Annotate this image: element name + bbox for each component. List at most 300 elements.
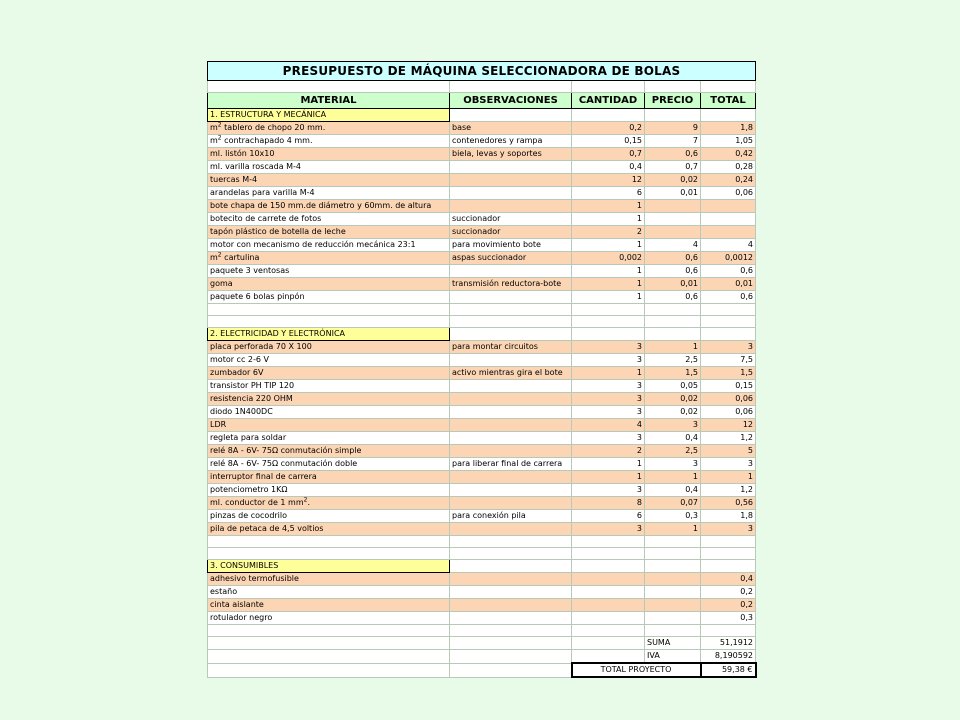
total-cell[interactable]: 3 bbox=[701, 341, 756, 354]
observaciones-cell[interactable] bbox=[450, 291, 572, 304]
table-row bbox=[208, 265, 756, 278]
material-cell[interactable] bbox=[208, 148, 450, 161]
material-cell[interactable] bbox=[208, 484, 450, 497]
empty-cell[interactable] bbox=[450, 109, 572, 122]
empty-cell[interactable] bbox=[645, 304, 701, 316]
observaciones-cell[interactable]: para conexión pila bbox=[450, 510, 572, 523]
budget-table-body bbox=[208, 62, 756, 678]
header-row bbox=[208, 93, 756, 109]
material-name: cinta aislante bbox=[210, 600, 264, 609]
table-row bbox=[208, 174, 756, 187]
empty-cell[interactable] bbox=[572, 328, 645, 341]
material-cell[interactable] bbox=[208, 252, 450, 265]
header-total[interactable]: TOTAL bbox=[701, 93, 756, 109]
table-row bbox=[208, 393, 756, 406]
material-name: interruptor final de carrera bbox=[210, 472, 317, 481]
cantidad-cell[interactable]: 0,002 bbox=[572, 252, 645, 265]
precio-cell[interactable] bbox=[645, 612, 701, 625]
cantidad-cell[interactable]: 0,2 bbox=[572, 122, 645, 135]
material-cell[interactable] bbox=[208, 445, 450, 458]
total-cell[interactable]: 1,8 bbox=[701, 510, 756, 523]
total-cell[interactable]: 0,06 bbox=[701, 393, 756, 406]
cell[interactable] bbox=[208, 81, 450, 93]
precio-cell[interactable]: 1 bbox=[645, 471, 701, 484]
empty-cell[interactable] bbox=[701, 328, 756, 341]
empty-cell[interactable] bbox=[208, 536, 450, 548]
empty-cell[interactable] bbox=[572, 548, 645, 560]
cantidad-cell[interactable]: 3 bbox=[572, 432, 645, 445]
blank-row bbox=[208, 536, 756, 548]
empty-cell[interactable] bbox=[208, 548, 450, 560]
section-heading[interactable] bbox=[208, 560, 450, 573]
material-cell[interactable] bbox=[208, 367, 450, 380]
empty-cell[interactable] bbox=[701, 560, 756, 573]
empty-cell[interactable] bbox=[645, 316, 701, 328]
material-cell[interactable] bbox=[208, 599, 450, 612]
precio-cell[interactable]: 0,02 bbox=[645, 406, 701, 419]
precio-cell[interactable]: 0,01 bbox=[645, 187, 701, 200]
cantidad-cell[interactable]: 4 bbox=[572, 419, 645, 432]
table-row bbox=[208, 367, 756, 380]
material-name: bote chapa de 150 mm.de diámetro y 60mm. de altura bbox=[210, 201, 432, 210]
material-cell[interactable] bbox=[208, 291, 450, 304]
empty-cell[interactable] bbox=[450, 625, 572, 637]
cantidad-cell[interactable]: 2 bbox=[572, 445, 645, 458]
material-cell[interactable] bbox=[208, 432, 450, 445]
total-cell[interactable]: 0,4 bbox=[701, 573, 756, 586]
material-name: regleta para soldar bbox=[210, 433, 287, 442]
table-row bbox=[208, 445, 756, 458]
precio-cell[interactable]: 0,01 bbox=[645, 278, 701, 291]
total-row bbox=[208, 663, 756, 677]
unit-label: m bbox=[210, 253, 218, 262]
table-row bbox=[208, 341, 756, 354]
material-name: zumbador 6V bbox=[210, 368, 264, 377]
material-cell[interactable] bbox=[208, 406, 450, 419]
material-name: tuercas M-4 bbox=[210, 175, 258, 184]
precio-cell[interactable]: 4 bbox=[645, 239, 701, 252]
observaciones-cell[interactable] bbox=[450, 523, 572, 536]
cantidad-cell[interactable]: 6 bbox=[572, 187, 645, 200]
empty-cell[interactable] bbox=[208, 650, 450, 664]
observaciones-cell[interactable]: para liberar final de carrera bbox=[450, 458, 572, 471]
material-cell[interactable] bbox=[208, 122, 450, 135]
observaciones-cell[interactable] bbox=[450, 393, 572, 406]
section-heading[interactable] bbox=[208, 109, 450, 122]
material-cell[interactable] bbox=[208, 419, 450, 432]
empty-cell[interactable] bbox=[208, 316, 450, 328]
observaciones-cell[interactable] bbox=[450, 497, 572, 510]
table-row bbox=[208, 419, 756, 432]
empty-cell[interactable] bbox=[450, 548, 572, 560]
total-cell[interactable]: 3 bbox=[701, 523, 756, 536]
observaciones-cell[interactable] bbox=[450, 586, 572, 599]
cantidad-cell[interactable]: 12 bbox=[572, 174, 645, 187]
empty-cell[interactable] bbox=[450, 328, 572, 341]
material-cell[interactable] bbox=[208, 200, 450, 213]
observaciones-cell[interactable]: biela, levas y soportes bbox=[450, 148, 572, 161]
empty-cell[interactable] bbox=[572, 625, 645, 637]
cantidad-cell[interactable]: 3 bbox=[572, 354, 645, 367]
material-name: tapón plástico de botella de leche bbox=[210, 227, 346, 236]
cantidad-cell[interactable]: 1 bbox=[572, 239, 645, 252]
blank-row bbox=[208, 548, 756, 560]
observaciones-cell[interactable] bbox=[450, 419, 572, 432]
total-cell[interactable]: 12 bbox=[701, 419, 756, 432]
precio-cell[interactable]: 0,7 bbox=[645, 161, 701, 174]
material-cell[interactable] bbox=[208, 226, 450, 239]
table-row bbox=[208, 148, 756, 161]
total-cell[interactable]: 1 bbox=[701, 471, 756, 484]
material-cell[interactable] bbox=[208, 341, 450, 354]
precio-cell[interactable] bbox=[645, 573, 701, 586]
observaciones-cell[interactable]: para movimiento bote bbox=[450, 239, 572, 252]
empty-cell[interactable] bbox=[645, 560, 701, 573]
material-name: motor cc 2-6 V bbox=[210, 355, 269, 364]
cantidad-cell[interactable]: 3 bbox=[572, 341, 645, 354]
total-cell[interactable]: 0,06 bbox=[701, 406, 756, 419]
iva-value[interactable]: 8,190592 bbox=[701, 650, 756, 664]
material-cell[interactable] bbox=[208, 354, 450, 367]
precio-cell[interactable]: 0,3 bbox=[645, 510, 701, 523]
empty-cell[interactable] bbox=[572, 560, 645, 573]
total-cell[interactable]: 0,6 bbox=[701, 265, 756, 278]
material-cell[interactable] bbox=[208, 174, 450, 187]
total-cell[interactable]: 0,2 bbox=[701, 599, 756, 612]
unit-label: m bbox=[210, 136, 218, 145]
empty-cell[interactable] bbox=[450, 637, 572, 650]
cantidad-cell[interactable]: 3 bbox=[572, 406, 645, 419]
precio-cell[interactable]: 7 bbox=[645, 135, 701, 148]
precio-cell[interactable]: 3 bbox=[645, 419, 701, 432]
total-cell[interactable] bbox=[701, 226, 756, 239]
table-row bbox=[208, 523, 756, 536]
precio-cell[interactable]: 0,6 bbox=[645, 291, 701, 304]
summary-row bbox=[208, 650, 756, 664]
observaciones-cell[interactable]: succionador bbox=[450, 213, 572, 226]
material-name: arandelas para varilla M-4 bbox=[210, 188, 315, 197]
material-cell[interactable] bbox=[208, 458, 450, 471]
precio-cell[interactable]: 0,05 bbox=[645, 380, 701, 393]
cantidad-cell[interactable] bbox=[572, 573, 645, 586]
observaciones-cell[interactable]: transmisión reductora-bote bbox=[450, 278, 572, 291]
cantidad-cell[interactable]: 1 bbox=[572, 200, 645, 213]
precio-cell[interactable] bbox=[645, 586, 701, 599]
cell[interactable] bbox=[572, 81, 645, 93]
empty-cell[interactable] bbox=[701, 109, 756, 122]
cantidad-cell[interactable]: 3 bbox=[572, 380, 645, 393]
total-cell[interactable]: 1,2 bbox=[701, 484, 756, 497]
unit-label: m bbox=[210, 123, 218, 132]
total-cell[interactable]: 0,42 bbox=[701, 148, 756, 161]
observaciones-cell[interactable] bbox=[450, 471, 572, 484]
cantidad-cell[interactable]: 1 bbox=[572, 265, 645, 278]
empty-cell[interactable] bbox=[572, 316, 645, 328]
table-row bbox=[208, 458, 756, 471]
precio-cell[interactable]: 0,02 bbox=[645, 174, 701, 187]
material-cell[interactable] bbox=[208, 161, 450, 174]
empty-cell[interactable] bbox=[701, 548, 756, 560]
empty-cell[interactable] bbox=[572, 304, 645, 316]
empty-cell[interactable] bbox=[572, 650, 645, 664]
empty-cell[interactable] bbox=[208, 637, 450, 650]
observaciones-cell[interactable] bbox=[450, 265, 572, 278]
observaciones-cell[interactable]: activo mientras gira el bote bbox=[450, 367, 572, 380]
observaciones-cell[interactable]: succionador bbox=[450, 226, 572, 239]
header-cantidad[interactable]: CANTIDAD bbox=[572, 93, 645, 109]
material-cell[interactable] bbox=[208, 471, 450, 484]
empty-cell[interactable] bbox=[645, 328, 701, 341]
suma-label[interactable]: SUMA bbox=[645, 637, 701, 650]
empty-cell[interactable] bbox=[645, 109, 701, 122]
material-cell[interactable] bbox=[208, 523, 450, 536]
table-row bbox=[208, 122, 756, 135]
material-cell[interactable] bbox=[208, 497, 450, 510]
total-cell[interactable]: 1,5 bbox=[701, 367, 756, 380]
empty-cell[interactable] bbox=[450, 536, 572, 548]
material-cell[interactable] bbox=[208, 612, 450, 625]
material-name: ml. conductor de 1 mm bbox=[210, 498, 304, 507]
material-cell[interactable] bbox=[208, 265, 450, 278]
total-cell[interactable]: 0,01 bbox=[701, 278, 756, 291]
empty-cell[interactable] bbox=[450, 316, 572, 328]
observaciones-cell[interactable] bbox=[450, 599, 572, 612]
material-cell[interactable] bbox=[208, 135, 450, 148]
cantidad-cell[interactable]: 1 bbox=[572, 471, 645, 484]
empty-cell[interactable] bbox=[450, 304, 572, 316]
section-name: 2. ELECTRICIDAD Y ELECTRÓNICA bbox=[210, 329, 345, 338]
sheet-title: PRESUPUESTO DE MÁQUINA SELECCIONADORA DE BOLAS bbox=[208, 62, 756, 81]
total-proyecto-label[interactable]: TOTAL PROYECTO bbox=[572, 663, 701, 677]
material-cell[interactable] bbox=[208, 278, 450, 291]
cantidad-cell[interactable]: 0,15 bbox=[572, 135, 645, 148]
total-cell[interactable]: 4 bbox=[701, 239, 756, 252]
material-name: resistencia 220 OHM bbox=[210, 394, 293, 403]
unit-exponent: 2 bbox=[217, 134, 222, 142]
material-name: potenciometro 1KΩ bbox=[210, 485, 288, 494]
material-name: paquete 6 bolas pinpón bbox=[210, 292, 305, 301]
observaciones-cell[interactable] bbox=[450, 187, 572, 200]
material-cell[interactable] bbox=[208, 187, 450, 200]
material-name: pila de petaca de 4,5 voltios bbox=[210, 524, 324, 533]
empty-cell[interactable] bbox=[572, 536, 645, 548]
empty-cell[interactable] bbox=[208, 663, 450, 677]
unit-exponent: 2 bbox=[217, 251, 222, 259]
observaciones-cell[interactable] bbox=[450, 161, 572, 174]
cantidad-cell[interactable] bbox=[572, 599, 645, 612]
cantidad-cell[interactable]: 1 bbox=[572, 367, 645, 380]
total-cell[interactable]: 1,2 bbox=[701, 432, 756, 445]
total-cell[interactable]: 0,06 bbox=[701, 187, 756, 200]
table-row bbox=[208, 135, 756, 148]
table-row bbox=[208, 510, 756, 523]
precio-cell[interactable]: 0,6 bbox=[645, 252, 701, 265]
total-cell[interactable]: 0,2 bbox=[701, 586, 756, 599]
cantidad-cell[interactable]: 1 bbox=[572, 213, 645, 226]
observaciones-cell[interactable] bbox=[450, 174, 572, 187]
precio-cell[interactable]: 0,6 bbox=[645, 148, 701, 161]
empty-cell[interactable] bbox=[701, 316, 756, 328]
observaciones-cell[interactable] bbox=[450, 406, 572, 419]
total-proyecto-value[interactable]: 59,38 € bbox=[701, 663, 756, 677]
material-cell[interactable] bbox=[208, 586, 450, 599]
section-name: 1. ESTRUCTURA Y MECÁNICA bbox=[210, 110, 327, 119]
material-name: adhesivo termofusible bbox=[210, 574, 299, 583]
cantidad-cell[interactable]: 1 bbox=[572, 458, 645, 471]
total-cell[interactable]: 0,28 bbox=[701, 161, 756, 174]
material-name: ml. varilla roscada M-4 bbox=[210, 162, 302, 171]
total-cell[interactable]: 7,5 bbox=[701, 354, 756, 367]
cantidad-cell[interactable]: 3 bbox=[572, 523, 645, 536]
header-observaciones[interactable]: OBSERVACIONES bbox=[450, 93, 572, 109]
total-cell[interactable]: 0,0012 bbox=[701, 252, 756, 265]
cantidad-cell[interactable] bbox=[572, 612, 645, 625]
precio-cell[interactable]: 3 bbox=[645, 458, 701, 471]
total-cell[interactable]: 0,15 bbox=[701, 380, 756, 393]
total-cell[interactable]: 0,6 bbox=[701, 291, 756, 304]
material-cell[interactable] bbox=[208, 380, 450, 393]
precio-cell[interactable]: 0,6 bbox=[645, 265, 701, 278]
observaciones-cell[interactable]: base bbox=[450, 122, 572, 135]
table-row bbox=[208, 354, 756, 367]
material-name: tablero de chopo 20 mm. bbox=[221, 123, 326, 132]
observaciones-cell[interactable] bbox=[450, 354, 572, 367]
cell[interactable] bbox=[645, 81, 701, 93]
precio-cell[interactable] bbox=[645, 213, 701, 226]
budget-table bbox=[207, 61, 757, 678]
budget-spreadsheet bbox=[207, 61, 755, 678]
unit-exponent: 2 bbox=[303, 496, 308, 504]
observaciones-cell[interactable] bbox=[450, 573, 572, 586]
cantidad-cell[interactable]: 1 bbox=[572, 291, 645, 304]
total-cell[interactable]: 5 bbox=[701, 445, 756, 458]
material-cell[interactable] bbox=[208, 213, 450, 226]
total-cell[interactable]: 0,3 bbox=[701, 612, 756, 625]
empty-cell[interactable] bbox=[645, 625, 701, 637]
cantidad-cell[interactable]: 0,4 bbox=[572, 161, 645, 174]
material-suffix: . bbox=[307, 498, 311, 507]
precio-cell[interactable]: 9 bbox=[645, 122, 701, 135]
empty-cell[interactable] bbox=[645, 536, 701, 548]
cantidad-cell[interactable]: 3 bbox=[572, 393, 645, 406]
empty-cell[interactable] bbox=[450, 650, 572, 664]
material-name: goma bbox=[210, 279, 233, 288]
table-row bbox=[208, 200, 756, 213]
title-row bbox=[208, 62, 756, 81]
empty-cell[interactable] bbox=[572, 637, 645, 650]
iva-label[interactable]: IVA bbox=[645, 650, 701, 664]
material-cell[interactable] bbox=[208, 573, 450, 586]
precio-cell[interactable]: 2,5 bbox=[645, 354, 701, 367]
observaciones-cell[interactable] bbox=[450, 612, 572, 625]
precio-cell[interactable]: 0,07 bbox=[645, 497, 701, 510]
material-name: paquete 3 ventosas bbox=[210, 266, 290, 275]
header-material[interactable]: MATERIAL bbox=[208, 93, 450, 109]
empty-cell[interactable] bbox=[701, 625, 756, 637]
material-cell[interactable] bbox=[208, 510, 450, 523]
cantidad-cell[interactable]: 1 bbox=[572, 278, 645, 291]
total-cell[interactable]: 0,56 bbox=[701, 497, 756, 510]
precio-cell[interactable] bbox=[645, 200, 701, 213]
precio-cell[interactable]: 1 bbox=[645, 523, 701, 536]
precio-cell[interactable]: 2,5 bbox=[645, 445, 701, 458]
total-cell[interactable]: 0,24 bbox=[701, 174, 756, 187]
precio-cell[interactable]: 0,4 bbox=[645, 432, 701, 445]
table-row bbox=[208, 612, 756, 625]
material-name: motor con mecanismo de reducción mecánica 23:1 bbox=[210, 240, 416, 249]
material-cell[interactable] bbox=[208, 239, 450, 252]
precio-cell[interactable] bbox=[645, 226, 701, 239]
material-name: LDR bbox=[210, 420, 227, 429]
material-name: relé 8A - 6V- 75Ω conmutación simple bbox=[210, 446, 362, 455]
cantidad-cell[interactable]: 3 bbox=[572, 484, 645, 497]
material-name: cartulina bbox=[221, 253, 260, 262]
cantidad-cell[interactable]: 8 bbox=[572, 497, 645, 510]
blank-row bbox=[208, 316, 756, 328]
table-row bbox=[208, 239, 756, 252]
cell[interactable] bbox=[450, 81, 572, 93]
observaciones-cell[interactable] bbox=[450, 200, 572, 213]
observaciones-cell[interactable]: contenedores y rampa bbox=[450, 135, 572, 148]
cantidad-cell[interactable]: 2 bbox=[572, 226, 645, 239]
total-cell[interactable]: 1,8 bbox=[701, 122, 756, 135]
cantidad-cell[interactable] bbox=[572, 586, 645, 599]
table-row bbox=[208, 252, 756, 265]
empty-cell[interactable] bbox=[450, 560, 572, 573]
suma-value[interactable]: 51,1912 bbox=[701, 637, 756, 650]
precio-cell[interactable]: 0,02 bbox=[645, 393, 701, 406]
material-name: contrachapado 4 mm. bbox=[221, 136, 313, 145]
total-cell[interactable]: 3 bbox=[701, 458, 756, 471]
precio-cell[interactable]: 1 bbox=[645, 341, 701, 354]
total-cell[interactable]: 1,05 bbox=[701, 135, 756, 148]
table-row bbox=[208, 291, 756, 304]
cantidad-cell[interactable]: 0,7 bbox=[572, 148, 645, 161]
empty-cell[interactable] bbox=[208, 625, 450, 637]
total-cell[interactable] bbox=[701, 200, 756, 213]
table-row bbox=[208, 573, 756, 586]
observaciones-cell[interactable]: aspas succionador bbox=[450, 252, 572, 265]
empty-cell[interactable] bbox=[701, 304, 756, 316]
observaciones-cell[interactable] bbox=[450, 445, 572, 458]
material-name: pinzas de cocodrilo bbox=[210, 511, 288, 520]
empty-cell[interactable] bbox=[572, 109, 645, 122]
table-row bbox=[208, 161, 756, 174]
total-cell[interactable] bbox=[701, 213, 756, 226]
observaciones-cell[interactable] bbox=[450, 484, 572, 497]
observaciones-cell[interactable]: para montar circuitos bbox=[450, 341, 572, 354]
empty-cell[interactable] bbox=[645, 548, 701, 560]
empty-cell[interactable] bbox=[701, 536, 756, 548]
table-row bbox=[208, 599, 756, 612]
section-name: 3. CONSUMIBLES bbox=[210, 561, 279, 570]
precio-cell[interactable] bbox=[645, 599, 701, 612]
table-row bbox=[208, 586, 756, 599]
empty-cell[interactable] bbox=[208, 304, 450, 316]
cell[interactable] bbox=[701, 81, 756, 93]
header-precio[interactable]: PRECIO bbox=[645, 93, 701, 109]
cantidad-cell[interactable]: 6 bbox=[572, 510, 645, 523]
precio-cell[interactable]: 0,4 bbox=[645, 484, 701, 497]
observaciones-cell[interactable] bbox=[450, 380, 572, 393]
material-cell[interactable] bbox=[208, 393, 450, 406]
observaciones-cell[interactable] bbox=[450, 432, 572, 445]
section-heading[interactable] bbox=[208, 328, 450, 341]
table-row bbox=[208, 226, 756, 239]
table-row bbox=[208, 213, 756, 226]
precio-cell[interactable]: 1,5 bbox=[645, 367, 701, 380]
empty-cell[interactable] bbox=[450, 663, 572, 677]
